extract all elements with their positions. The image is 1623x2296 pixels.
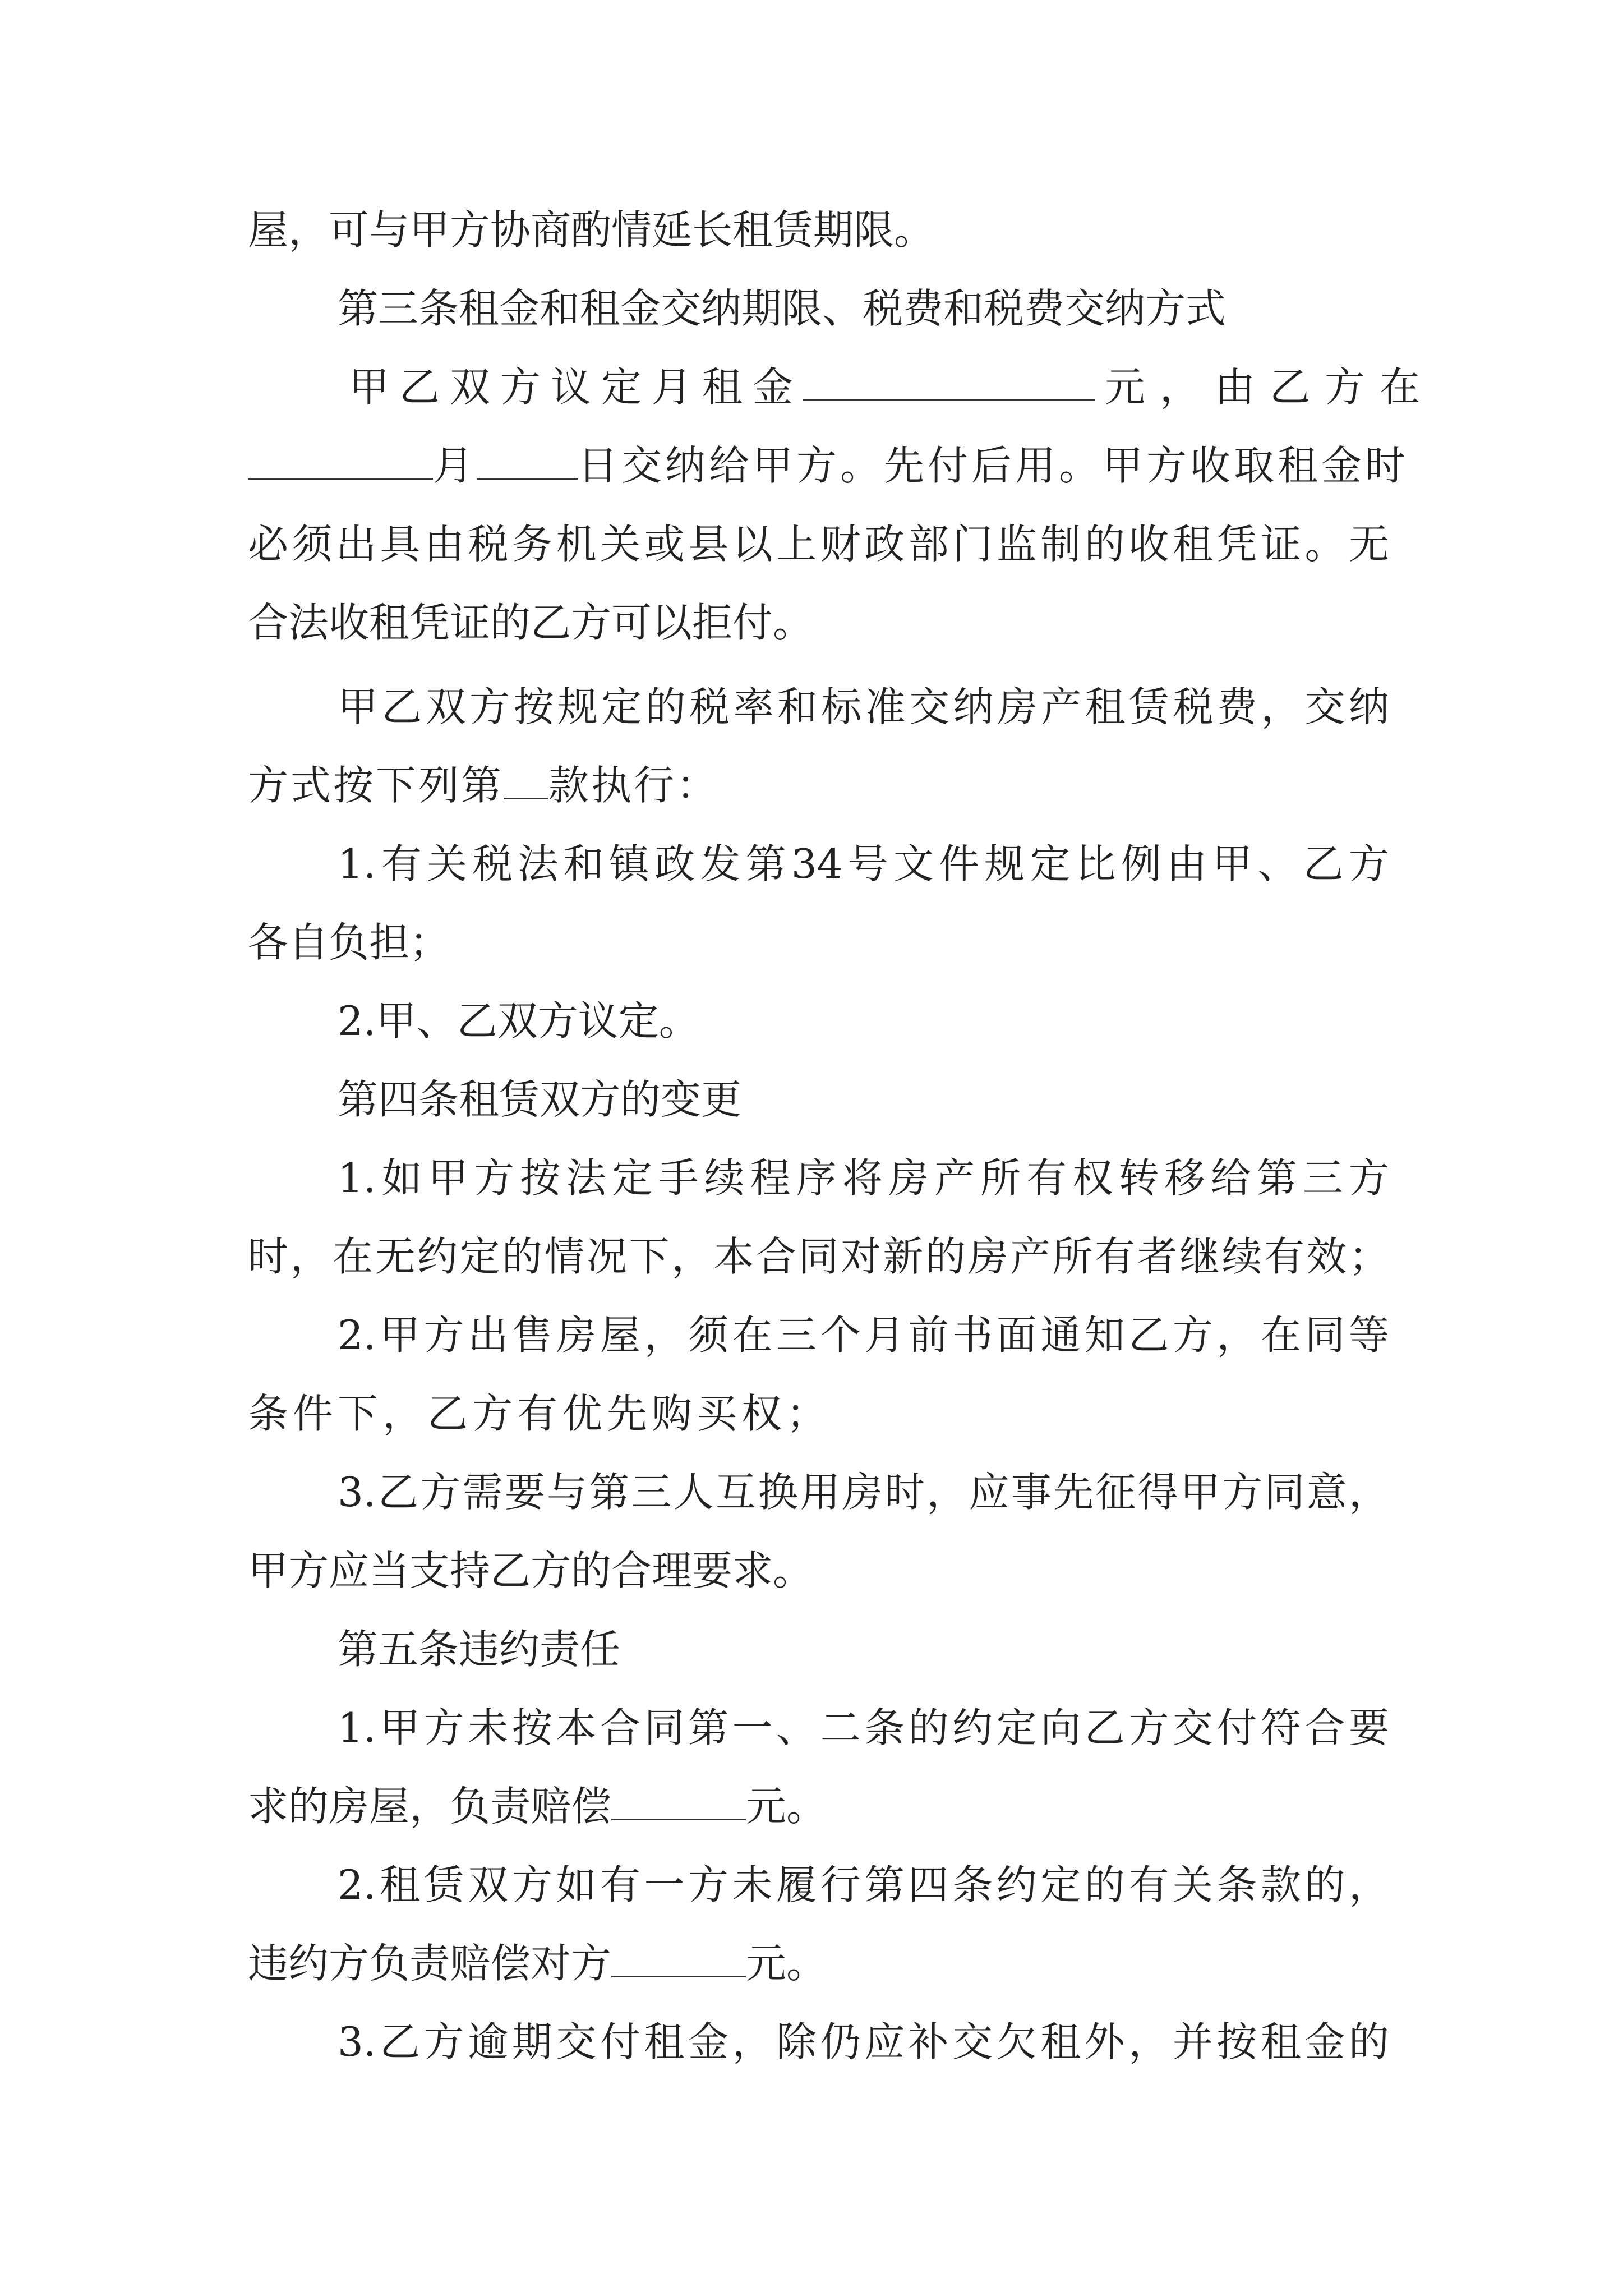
text-line — [248, 1228, 1389, 1285]
text: 必须出具由税务机关或县以上财政部门监制的收租凭证。无 — [248, 521, 1389, 568]
text: 甲方应当支持乙方的合理要求。 — [248, 1547, 814, 1594]
text: 屋，可与甲方协商酌情延长租赁期限。 — [248, 206, 935, 254]
text-line — [338, 1464, 1389, 1520]
text: 1.如甲方按法定手续程序将房产所有权转移给第三方 — [338, 1154, 1389, 1202]
text: 各自负担； — [248, 919, 450, 966]
text: 3.乙方逾期交付租金，除仍应补交欠租外，并按租金的 — [338, 2018, 1389, 2065]
text-line — [338, 2014, 1389, 2070]
fill-blank — [504, 764, 548, 799]
text: 元，由乙方在 — [1105, 364, 1435, 411]
text: 款执行： — [548, 762, 720, 809]
text: 方式按下列第 — [248, 762, 504, 809]
text: 月 — [433, 442, 474, 489]
text-line — [349, 359, 1435, 415]
article-heading — [338, 1621, 620, 1677]
text-line — [248, 1543, 813, 1599]
text-line — [338, 836, 1389, 892]
text-line — [338, 1307, 1389, 1363]
text: 求的房屋，负责赔偿 — [248, 1783, 612, 1830]
text-line — [338, 993, 699, 1049]
text: 2.甲、乙双方议定。 — [338, 997, 699, 1045]
text: 条件下，乙方有优先购买权； — [248, 1390, 832, 1437]
text-line — [248, 1935, 827, 1991]
article-heading — [338, 280, 1226, 337]
text-line — [248, 757, 719, 813]
fill-blank — [248, 444, 433, 480]
article-heading — [338, 1071, 741, 1128]
fill-blank — [477, 444, 578, 480]
text-line — [338, 1700, 1389, 1756]
text: 1.甲方未按本合同第一、二条的约定向乙方交付符合要 — [338, 1704, 1389, 1751]
fill-blank — [611, 1785, 746, 1820]
text: 元。 — [746, 1940, 827, 1987]
text-line — [248, 1386, 831, 1442]
text-line — [248, 595, 813, 651]
text: 甲乙双方议定月租金 — [349, 364, 804, 411]
text: 甲乙双方按规定的税率和标准交纳房产租赁税费，交纳 — [338, 683, 1389, 730]
text-line — [338, 679, 1389, 735]
text-line — [248, 516, 1389, 572]
fill-blank — [803, 366, 1095, 401]
text: 2.甲方出售房屋，须在三个月前书面通知乙方，在同等 — [338, 1312, 1389, 1359]
text-line — [338, 1857, 1389, 1913]
text-line — [248, 914, 450, 970]
text: 日交纳给甲方。先付后用。甲方收取租金时 — [578, 442, 1409, 489]
text-line — [248, 202, 934, 258]
text: 3.乙方需要与第三人互换用房时，应事先征得甲方同意， — [338, 1469, 1389, 1516]
text: 时，在无约定的情况下，本合同对新的房产所有者继续有效； — [248, 1233, 1389, 1280]
text: 元。 — [746, 1783, 827, 1830]
text: 第五条违约责任 — [338, 1626, 621, 1673]
text-line — [248, 438, 1409, 494]
text: 第四条租赁双方的变更 — [338, 1076, 742, 1123]
text-line — [338, 1150, 1389, 1206]
fill-blank — [611, 1942, 746, 1977]
text: 合法收租凭证的乙方可以拒付。 — [248, 599, 814, 646]
text-line — [248, 1778, 827, 1834]
text: 违约方负责赔偿对方 — [248, 1940, 612, 1987]
text: 第三条租金和租金交纳期限、税费和税费交纳方式 — [338, 285, 1227, 332]
text: 2.租赁双方如有一方未履行第四条约定的有关条款的， — [338, 1861, 1389, 1908]
text: 1.有关税法和镇政发第34号文件规定比例由甲、乙方 — [338, 840, 1389, 887]
